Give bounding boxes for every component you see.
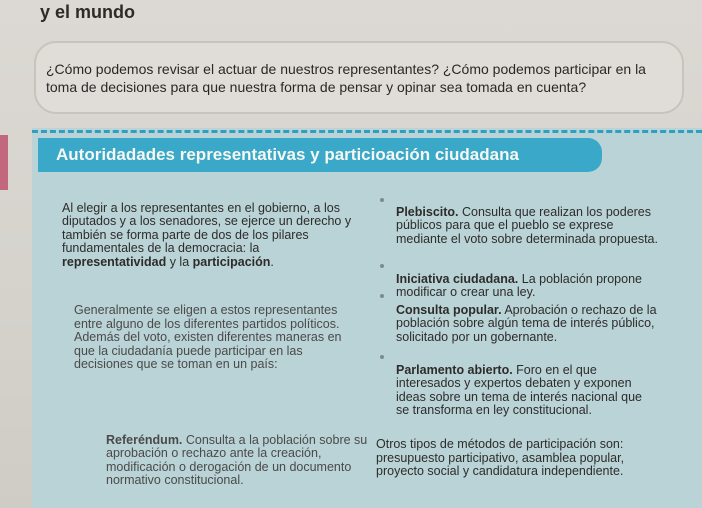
bullet-dot [380, 355, 384, 359]
guiding-question: ¿Cómo podemos revisar el actuar de nuestros representantes? ¿Cómo podemos participar en la toma de decisiones para que nuestra forma de pensar y opinar sea tomada en cuenta? [46, 61, 646, 95]
term-iniciativa: Iniciativa ciudadana. [396, 271, 519, 286]
term-parlamento-abierto: Parlamento abierto. [396, 362, 513, 377]
paragraph-text: Al elegir a los representantes en el gobierno, a los diputados y a los senadores, se ejerce un derecho y también se forma parte de dos de los pilares fundamentales de la democracia: la [62, 200, 352, 256]
item-referendum [106, 420, 368, 488]
term-referendum: Referéndum. [106, 432, 183, 447]
definition-referendum: Consulta a la población sobre su aprobación o rechazo ante la creación, modificación o derogación de un documento normativo constitucional. [106, 432, 368, 488]
paragraph-otros-metodos: Otros tipos de métodos de participación son: presupuesto participativo, asamblea popular, proyecto social y candidatura independiente. [376, 437, 625, 479]
term-plebiscito: Plebiscito. [396, 204, 459, 219]
definition-iniciativa: La población propone modificar o crear una ley. [396, 271, 642, 300]
term-consulta-popular: Consulta popular. [396, 302, 502, 317]
definition-consulta-popular: Aprobación o rechazo de la población sobre algún tema de interés público, solicitado por un gobernante. [396, 302, 657, 344]
term-participacion: participación [192, 254, 271, 269]
section-title: Autoridadades representativas y particioación ciudadana [56, 145, 519, 164]
definition-plebiscito: Consulta que realizan los poderes públicos para que el pueblo se exprese mediante el voto sobre determinada propuesta. [396, 204, 658, 246]
item-consulta-popular [396, 290, 658, 344]
paragraph-text: y la [166, 254, 193, 269]
bullet-dot [380, 294, 384, 298]
item-plebiscito [396, 192, 662, 246]
dashed-divider [32, 130, 702, 133]
definition-parlamento-abierto: Foro en el que interesados y expertos debaten y exponen ideas sobre un tema de interés nacional que se transforma en ley constitucional. [396, 362, 642, 418]
page-heading: y el mundo [40, 2, 136, 22]
page-edge-tab [0, 135, 8, 190]
bullet-dot [380, 198, 384, 202]
term-representatividad: representatividad [62, 254, 167, 269]
paragraph-text: . [270, 254, 274, 269]
item-parlamento-abierto [396, 350, 644, 418]
paragraph-representatividad [62, 188, 362, 270]
paragraph-partidos: Generalmente se eligen a estos representantes entre alguno de los diferentes partidos políticos. Además del voto, existen diferentes maneras en que la ciudadanía puede participar en las decisiones que se toman en un país: [74, 303, 342, 372]
bullet-dot [380, 264, 384, 268]
